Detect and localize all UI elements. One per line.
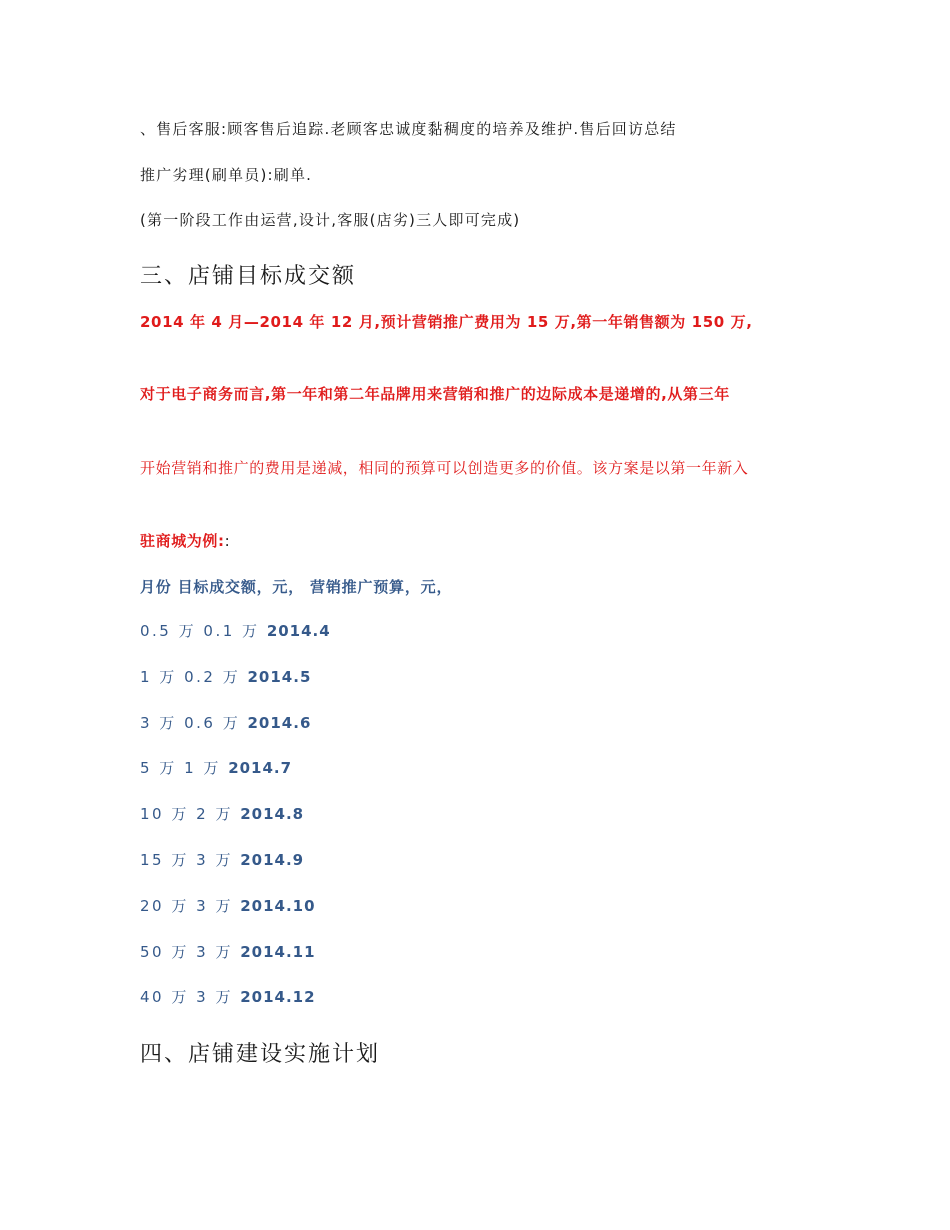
row-month: 2014.6 [247,714,312,732]
example-label [140,530,230,551]
row-sales: 1 万 [140,668,177,686]
target-row [140,803,304,824]
row-month: 2014.11 [240,943,316,961]
target-row [140,757,292,778]
row-month: 2014.10 [240,897,316,915]
phase-note-line: (第一阶段工作由运营,设计,客服(店劣)三人即可完成) [140,211,521,229]
row-budget: 3 万 [196,988,233,1006]
promotion-line: 推广劣理(刷单员):刷单. [140,166,313,184]
row-sales: 15 万 [140,851,189,869]
row-budget: 3 万 [196,943,233,961]
row-budget: 0.6 万 [184,714,241,732]
row-sales: 40 万 [140,988,189,1006]
example-label-tail: : [224,532,231,550]
row-month: 2014.4 [266,622,331,640]
row-month: 2014.12 [240,988,316,1006]
row-month: 2014.8 [240,805,305,823]
target-row [140,941,316,962]
row-sales: 0.5 万 [140,622,197,640]
after-sales-line: 、售后客服:顾客售后追踪.老顾客忠诚度黏稠度的培养及维护.售后回访总结 [140,120,677,138]
row-month: 2014.7 [228,759,293,777]
target-row [140,666,311,687]
row-budget: 1 万 [184,759,221,777]
row-budget: 0.1 万 [203,622,260,640]
section-3-para-3: 开始营销和推广的费用是递减，相同的预算可以创造更多的价值。该方案是以第一年新入 [140,459,749,477]
section-3-para-2: 对于电子商务而言,第一年和第二年品牌用来营销和推广的边际成本是递增的,从第三年 [140,385,730,403]
row-month: 2014.5 [247,668,312,686]
row-budget: 3 万 [196,851,233,869]
row-budget: 0.2 万 [184,668,241,686]
section-3-heading: 三、店铺目标成交额 [140,264,357,289]
example-label-text: 驻商城为例: [140,532,225,550]
row-month: 2014.9 [240,851,305,869]
row-sales: 50 万 [140,943,189,961]
target-row [140,620,331,641]
row-sales: 5 万 [140,759,177,777]
row-sales: 3 万 [140,714,177,732]
target-row [140,849,304,870]
target-row [140,712,311,733]
target-row [140,986,316,1007]
target-row [140,895,316,916]
row-sales: 20 万 [140,897,189,915]
row-sales: 10 万 [140,805,189,823]
table-header: 月份 目标成交额，元， 营销推广预算，元， [140,578,453,596]
row-budget: 3 万 [196,897,233,915]
section-4-heading: 四、店铺建设实施计划 [140,1042,381,1067]
section-3-para-1: 2014 年 4 月—2014 年 12 月,预计营销推广费用为 15 万,第一年销售额为 150 万, [140,313,753,331]
row-budget: 2 万 [196,805,233,823]
